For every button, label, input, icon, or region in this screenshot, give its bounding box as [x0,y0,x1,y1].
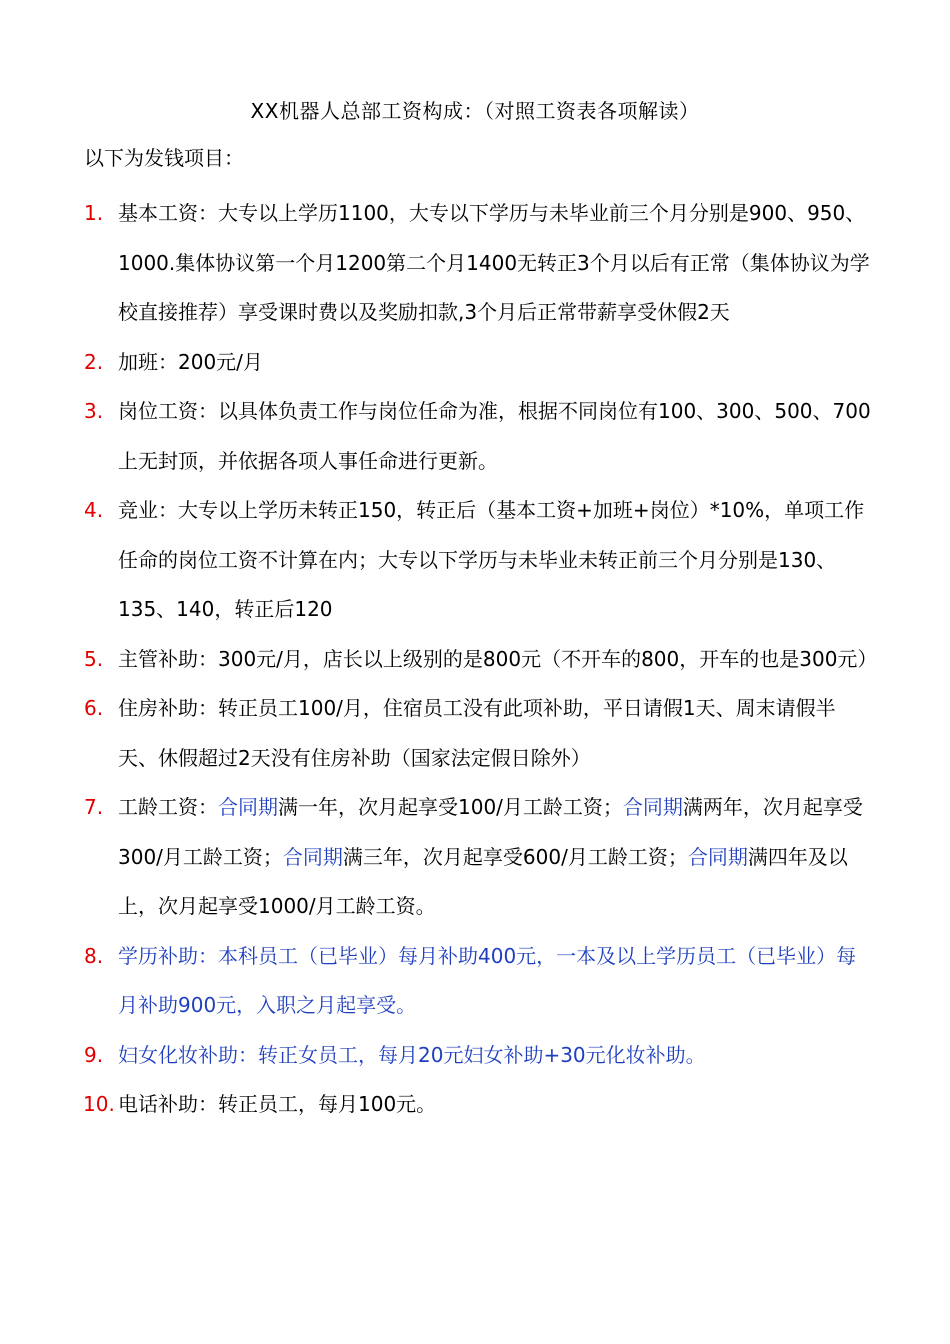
item-number: 4. [84,498,104,522]
item-text: 满四年及以上，次月起享受1000/月工龄工资。 [118,844,848,918]
item-number: 5. [84,646,104,671]
list-item [84,684,874,783]
item-text: 工龄工资： [118,795,218,819]
list-item [84,189,874,338]
item-text: 岗位工资：以具体负责工作与岗位任命为准，根据不同岗位有100、300、500、700上无封顶，并依据各项人事任命进行更新。 [118,399,871,473]
highlighted-text: 妇女化妆补助：转正女员工，每月20元妇女补助+30元化妆补助。 [118,1042,706,1067]
highlighted-text: 合同期 [218,795,278,819]
highlighted-text: 合同期 [687,844,748,869]
list-item [84,387,874,486]
list-item [84,635,878,685]
item-text: 住房补助：转正员工100/月，住宿员工没有此项补助，平日请假1天、周末请假半天、休假超过2天没有住房补助（国家法定假日除外） [118,696,836,770]
highlighted-text: 合同期 [282,844,343,869]
list-item [84,932,874,1031]
list-item [84,1080,874,1130]
item-number: 7. [84,795,104,819]
item-number: 3. [84,399,104,423]
list-item [84,338,874,388]
list-item [84,1031,874,1081]
highlighted-text: 合同期 [622,795,683,819]
document-title: XX机器人总部工资构成：（对照工资表各项解读） [250,99,700,123]
item-number: 8. [84,943,104,968]
item-number: 1. [84,201,104,225]
item-text: 电话补助：转正员工，每月100元。 [118,1092,437,1116]
item-text: 加班：200元/月 [118,349,263,374]
item-number: 9. [84,1042,104,1067]
item-text: 满两年，次月起享受300/月工龄工资； [118,795,863,869]
item-number: 2. [84,349,104,374]
list-item [84,486,874,635]
item-text: 满一年，次月起享受100/月工龄工资； [278,795,623,819]
item-text: 主管补助：300元/月，店长以上级别的是800元（不开车的800，开车的也是300元） [118,646,878,671]
item-text: 满三年，次月起享受600/月工龄工资； [342,844,688,869]
item-text: 竞业：大专以上学历未转正150，转正后（基本工资+加班+岗位）*10%，单项工作任命的岗位工资不计算在内；大专以下学历与未毕业未转正前三个月分别是130、135、140，转正后120 [118,498,865,621]
item-number: 6. [84,696,104,720]
intro-line: 以下为发钱项目： [84,146,244,170]
list-item [84,783,874,932]
pay-items-list [83,189,878,1130]
highlighted-text: 学历补助：本科员工（已毕业）每月补助400元，一本及以上学历员工（已毕业）每月补助900元，入职之月起享受。 [118,943,857,1017]
item-text: 基本工资：大专以上学历1100，大专以下学历与未毕业前三个月分别是900、950、1000.集体协议第一个月1200第二个月1400无转正3个月以后有正常（集体协议为学校直接推荐）享受课时费以及奖励扣款,3个月后正常带薪享受休假2天 [118,201,870,324]
item-number: 10. [83,1092,115,1116]
